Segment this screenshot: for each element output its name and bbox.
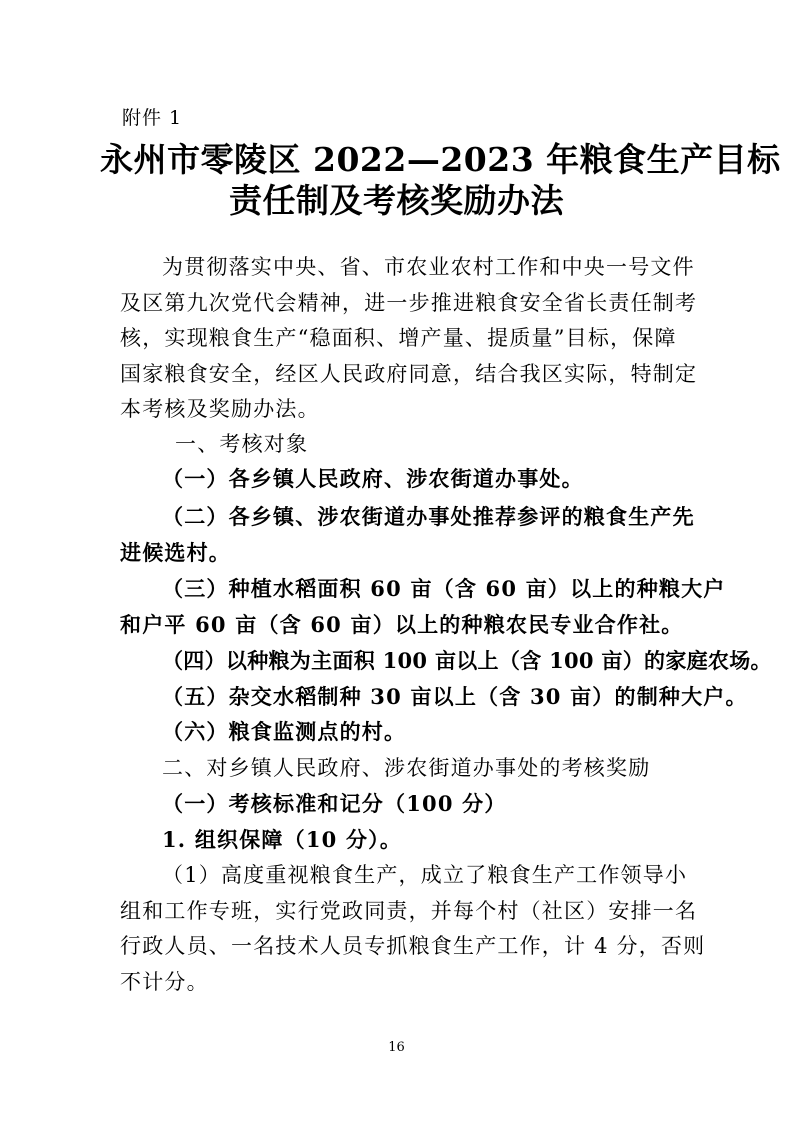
subsection-heading: （一）考核标准和记分（100 分）: [162, 791, 507, 816]
section-heading: 二、对乡镇人民政府、涉农街道办事处的考核奖励: [162, 756, 651, 780]
item-heading: 1. 组织保障（10 分）。: [162, 827, 403, 852]
list-item: （六）粮食监测点的村。: [162, 719, 407, 744]
list-item: （二）各乡镇、涉农街道办事处推荐参评的粮食生产先: [162, 504, 695, 529]
body-text-line: 为贯彻落实中央、省、市农业农村工作和中央一号文件: [162, 255, 695, 279]
body-text-line: 组和工作专班，实行党政同责，并每个村（社区）安排一名: [120, 899, 698, 923]
list-item: （三）种植水稻面积 60 亩（含 60 亩）以上的种粮大户: [162, 576, 726, 601]
document-title-line-1: 永州市零陵区 2022—2023 年粮食生产目标: [100, 140, 781, 179]
body-text-line: （1）高度重视粮食生产，成立了粮食生产工作领导小: [162, 863, 688, 887]
list-item-continuation: 和户平 60 亩（含 60 亩）以上的种粮农民专业合作社。: [120, 612, 684, 637]
attachment-label: 附件 1: [122, 107, 183, 129]
body-text-line: 行政人员、一名技术人员专抓粮食生产工作，计 4 分，否则: [120, 934, 706, 958]
list-item: （五）杂交水稻制种 30 亩以上（含 30 亩）的制种大户。: [162, 684, 748, 709]
section-heading: 一、考核对象: [175, 432, 309, 456]
body-text-line: 核，实现粮食生产“稳面积、增产量、提质量”目标，保障: [120, 326, 677, 350]
body-text-line: 国家粮食安全，经区人民政府同意，结合我区实际，特制定: [120, 362, 698, 386]
page-number: 16: [388, 1040, 405, 1055]
body-text-line: 不计分。: [120, 970, 209, 994]
list-item: （一）各乡镇人民政府、涉农街道办事处。: [162, 466, 584, 491]
document-title-line-2: 责任制及考核奖励办法: [229, 181, 564, 220]
list-item-continuation: 进候选村。: [120, 540, 231, 565]
body-text-line: 本考核及奖励办法。: [120, 397, 320, 421]
list-item: （四）以种粮为主面积 100 亩以上（含 100 亩）的家庭农场。: [162, 648, 772, 673]
body-text-line: 及区第九次党代会精神，进一步推进粮食安全省长责任制考: [120, 291, 698, 315]
